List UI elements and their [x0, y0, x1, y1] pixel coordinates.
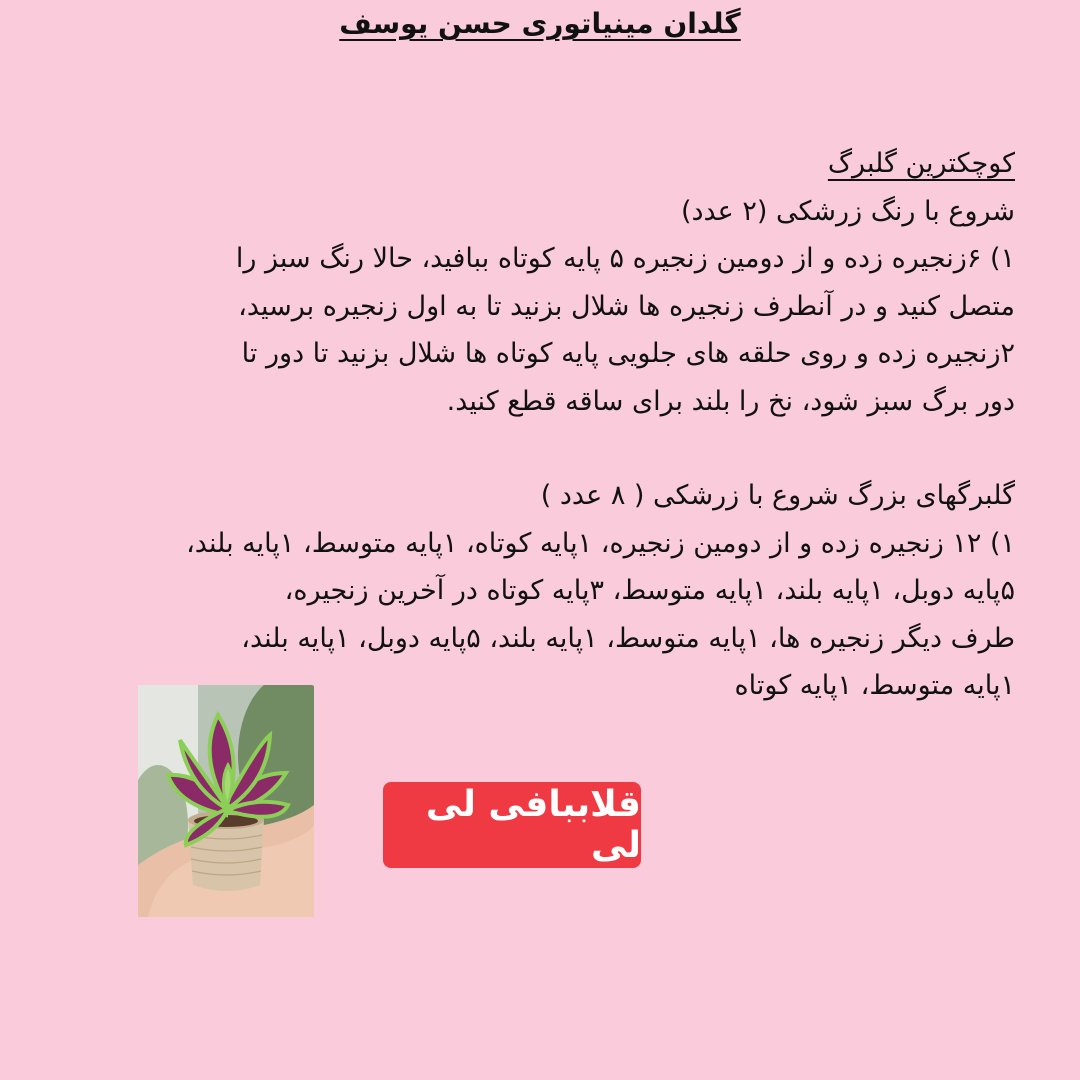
instruction-line: ۲زنجیره زده و روی حلقه های جلویی پایه کوتاه ها شلال بزنید تا دور تا — [241, 338, 1015, 369]
page-title-text: گلدان مینیاتوری حسن یوسف — [339, 7, 741, 40]
instruction-line: متصل کنید و در آنطرف زنجیره ها شلال بزنید تا به اول زنجیره برسید، — [238, 290, 1015, 322]
instruction-line: طرف دیگر زنجیره ها، ۱پایه متوسط، ۱پایه بلند، ۵پایه دوبل، ۱پایه بلند، — [241, 622, 1015, 654]
brand-label: قلاببافی لی لی — [425, 784, 641, 866]
instructions — [60, 140, 1015, 710]
page-title — [0, 0, 1080, 48]
brand-badge — [383, 782, 641, 868]
plant-photo — [138, 685, 314, 917]
instruction-line: ۱پایه متوسط، ۱پایه کوتاه — [734, 670, 1015, 701]
instruction-line: ۱) ۱۲ زنجیره زده و از دومین زنجیره، ۱پایه کوتاه، ۱پایه متوسط، ۱پایه بلند، — [186, 527, 1015, 559]
instruction-line: ۵پایه دوبل، ۱پایه بلند، ۱پایه متوسط، ۳پایه کوتاه در آخرین زنجیره، — [284, 575, 1015, 606]
section-heading — [60, 140, 1015, 188]
instruction-line: ۱) ۶زنجیره زده و از دومین زنجیره ۵ پایه کوتاه ببافید، حالا رنگ سبز را — [235, 243, 1015, 274]
crochet-plant-illustration — [138, 685, 314, 917]
paragraph-gap — [60, 425, 1015, 472]
instruction-line: گلبرگهای بزرگ شروع با زرشکی ( ۸ عدد ) — [540, 480, 1015, 511]
instruction-line: شروع با رنگ زرشکی (۲ عدد) — [680, 195, 1015, 227]
instruction-line: دور برگ سبز شود، نخ را بلند برای ساقه قطع کنید. — [446, 385, 1015, 417]
section-heading-text: کوچکترین گلبرگ — [827, 148, 1015, 179]
